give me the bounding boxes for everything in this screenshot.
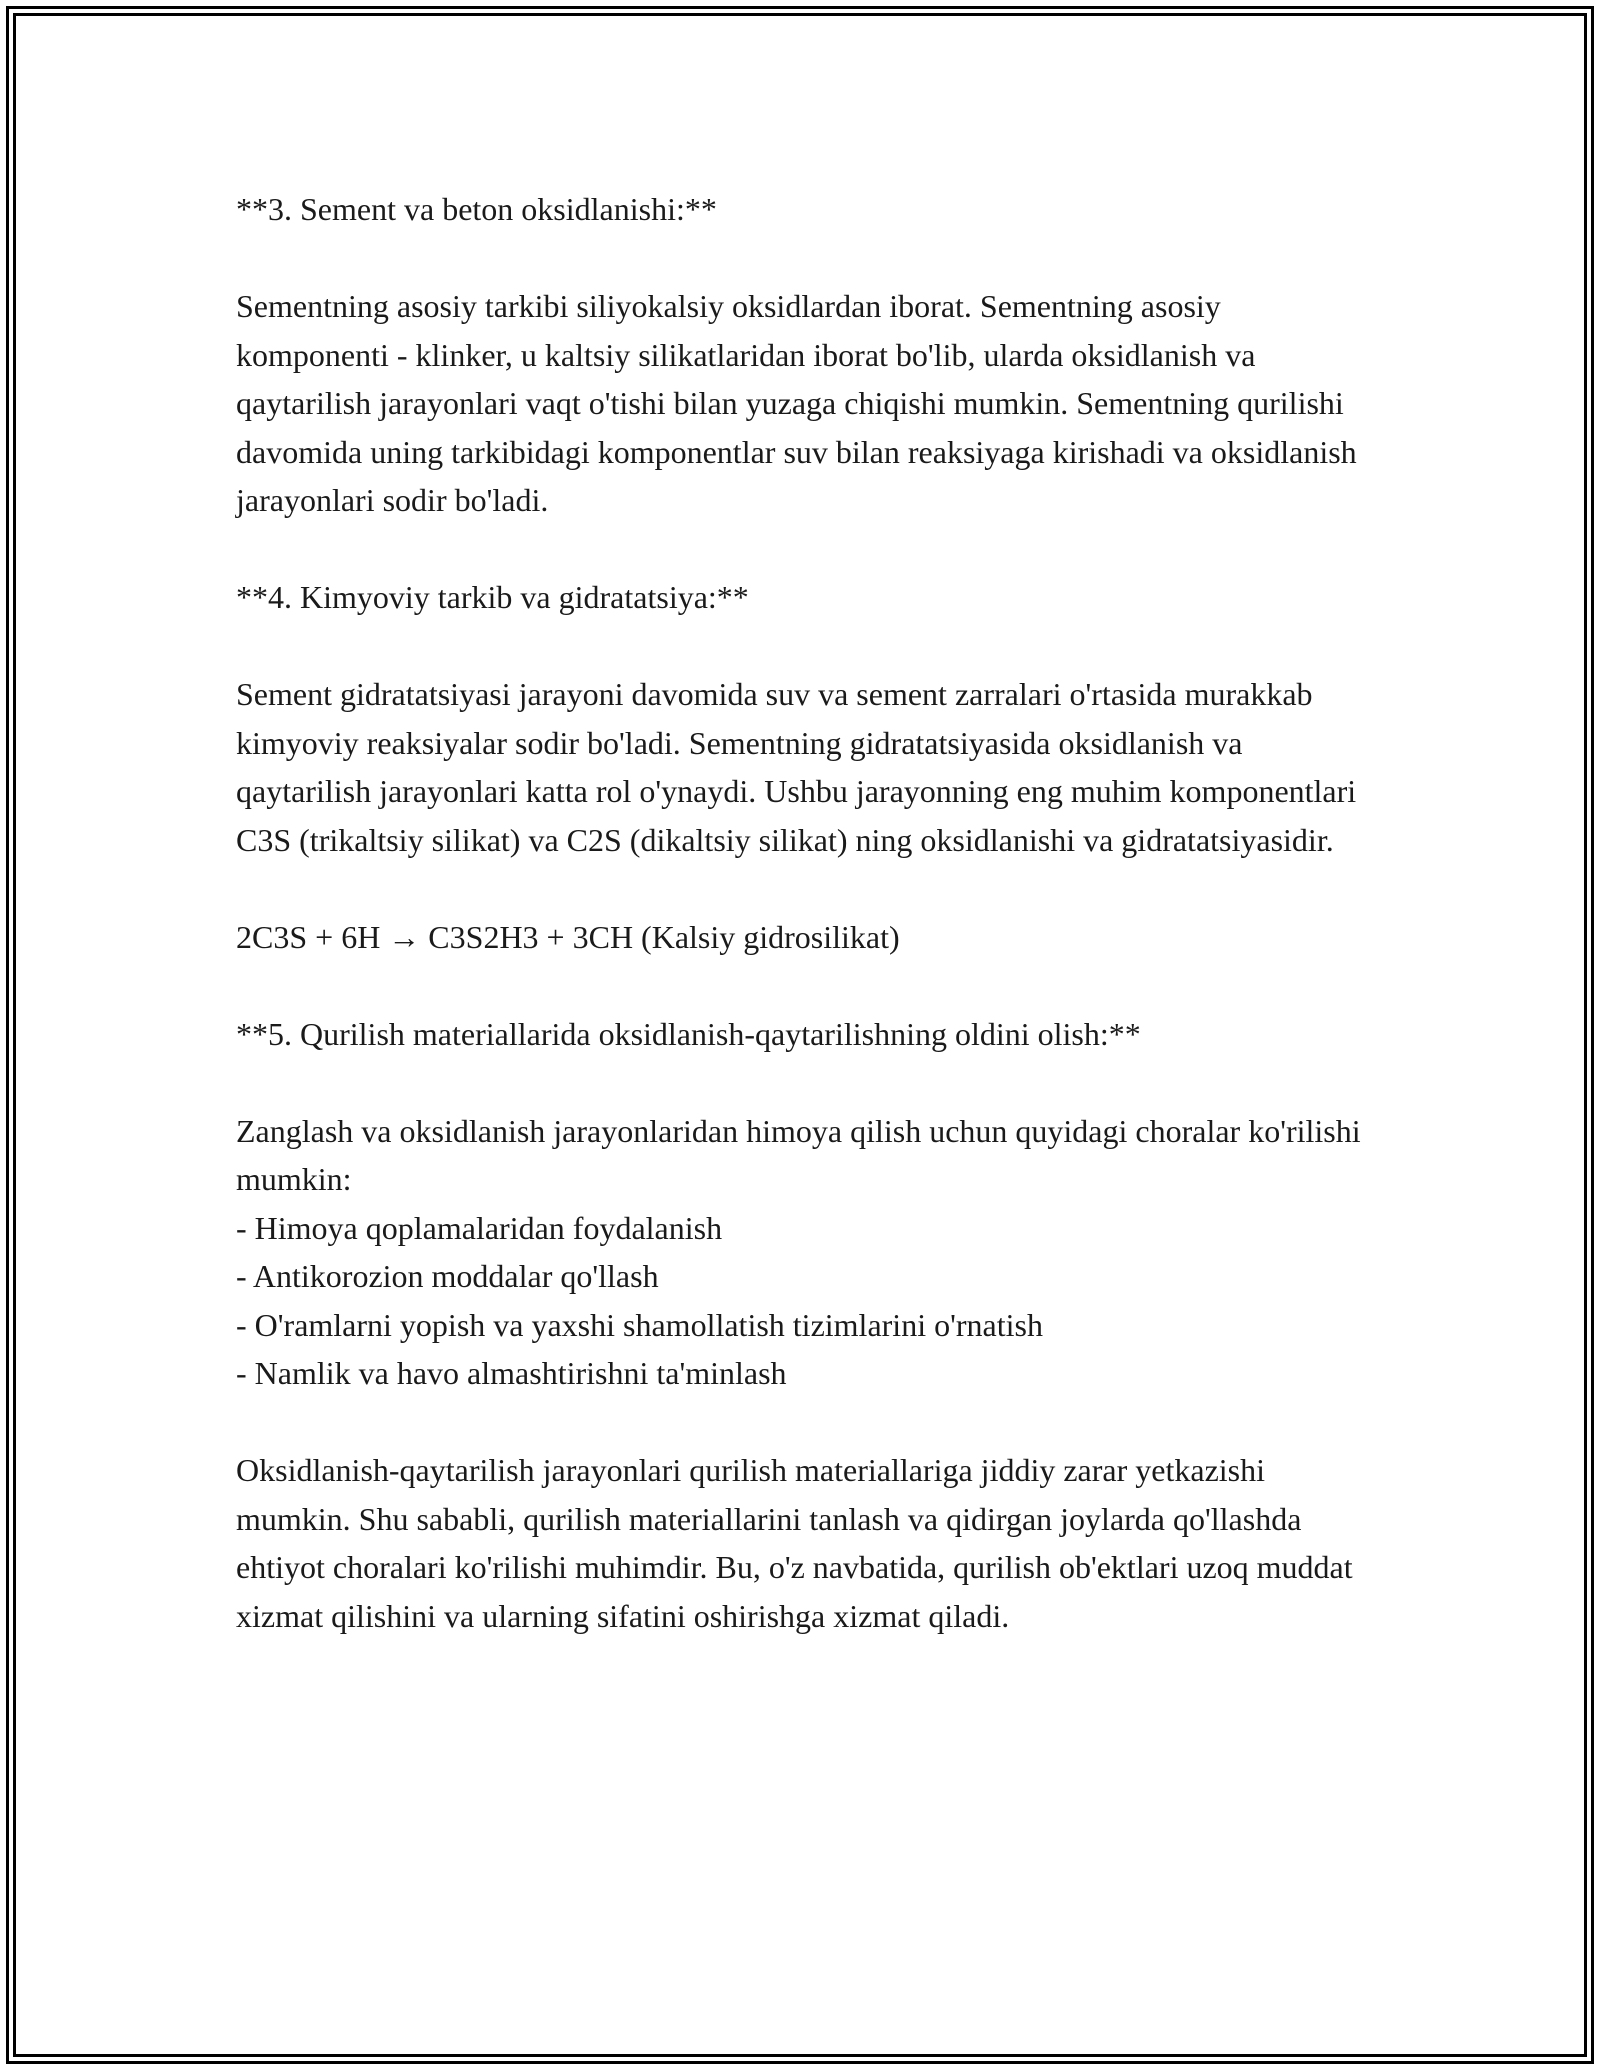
section-3-paragraph: Sementning asosiy tarkibi siliyokalsiy oksidlardan iborat. Sementning asosiy komponenti - klinker, u kaltsiy silikatlaridan iborat bo'lib, ularda oksidlanish va qaytarilish jarayonlari vaqt o'tishi bilan yuzaga chiqishi mumkin. Sementning qurilishi davomida uning tarkibidagi komponentlar suv bilan reaksiyaga kirishadi va oksidlanish jarayonlari sodir bo'ladi. <box>236 288 1357 518</box>
list-item: - Namlik va havo almashtirishni ta'minlash <box>236 1355 787 1391</box>
list-item: - Himoya qoplamalaridan foydalanish <box>236 1209 723 1246</box>
conclusion-paragraph: Oksidlanish-qaytarilish jarayonlari qurilish materiallariga jiddiy zarar yetkazishi mumkin. Shu sababli, qurilish materiallarini tanlash va qidirgan joylarda qo'llashda ehtiyot choralari ko'rilishi muhimdir. Bu, o'z navbatida, qurilish ob'ektlari uzoq muddat xizmat qilishini va ularning sifatini oshirishga xizmat qiladi. <box>236 1452 1353 1634</box>
document-body <box>236 185 1376 1689</box>
list-item: - O'ramlarni yopish va yaxshi shamollatish tizimlarini o'rnatish <box>236 1306 1043 1343</box>
section-4-heading: **4. Kimyoviy tarkib va gidratatsiya:** <box>236 579 749 615</box>
section-5-intro: Zanglash va oksidlanish jarayonlaridan himoya qilish uchun quyidagi choralar ko'rilishi mumkin: <box>236 1112 1361 1197</box>
list-item: - Antikorozion moddalar qo'llash <box>236 1258 659 1294</box>
section-4-paragraph: Sement gidratatsiyasi jarayoni davomida suv va sement zarralari o'rtasida murakkab kimyoviy reaksiyalar sodir bo'ladi. Sementning gidratatsiyasida oksidlanish va qaytarilish jarayonlari katta rol o'ynaydi. Ushbu jarayonning eng muhim komponentlari C3S (trikaltsiy silikat) va C2S (dikaltsiy silikat) ning oksidlanishi va gidratatsiyasidir. <box>236 676 1357 858</box>
section-5-list-block <box>236 1107 1376 1398</box>
section-3-heading: **3. Sement va beton oksidlanishi:** <box>236 191 717 227</box>
section-5-heading: **5. Qurilish materiallarida oksidlanish-qaytarilishning oldini olish:** <box>236 1015 1141 1052</box>
section-4-equation: 2C3S + 6H → C3S2H3 + 3CH (Kalsiy gidrosilikat) <box>236 918 900 955</box>
